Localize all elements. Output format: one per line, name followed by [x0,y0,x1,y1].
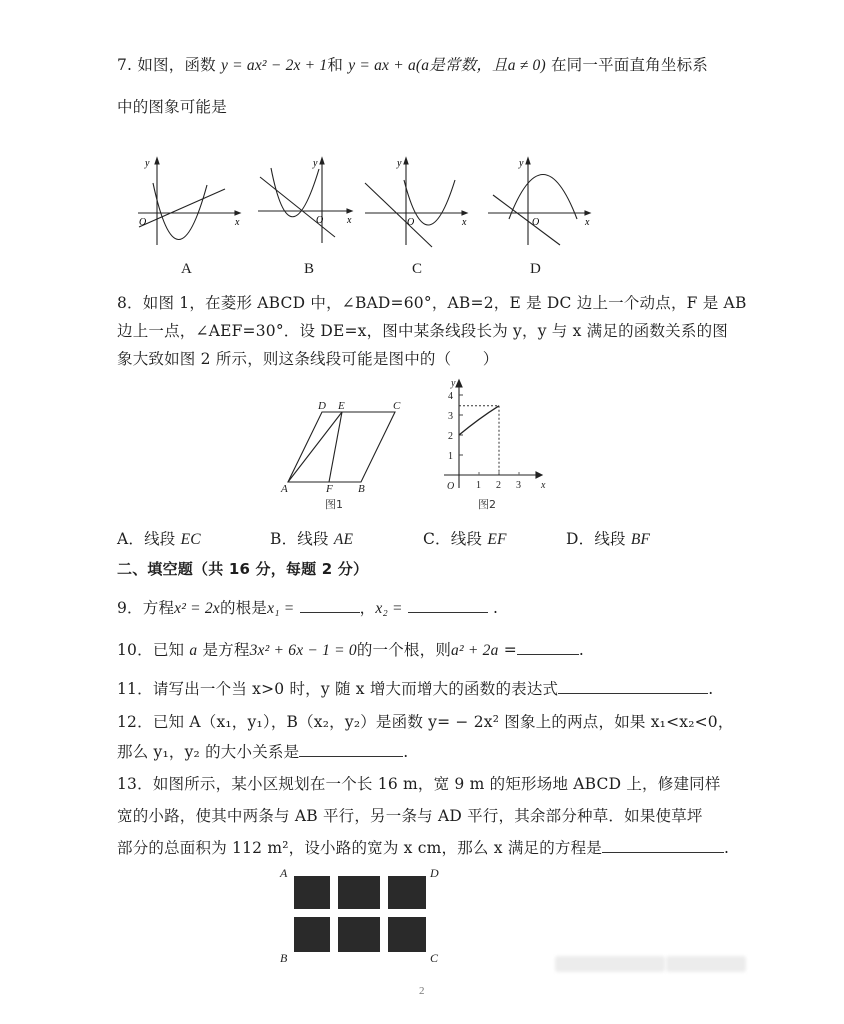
q9-end: . [493,599,499,617]
function-curve [459,406,499,435]
x-label: x [347,215,352,226]
choice-letter: D． [566,530,595,548]
q8-choice-c [423,527,507,549]
corner-b-label: B [280,951,288,965]
q7-graph-d [485,155,595,254]
origin-label: O [407,217,415,228]
x-tick-label: 3 [516,480,521,491]
origin-label: O [139,217,147,228]
q13-line2: 宽的小路，使其中两条与 AB 平行，另一条与 AD 平行，其余部分种草．如果使草坪 [117,807,703,825]
x-tick-label: 2 [496,480,501,491]
y-tick-label: 2 [448,431,453,442]
corner-c-label: C [430,951,439,965]
watermark-blur-2 [666,956,746,972]
q8-line1: 8．如图 1，在菱形 ABCD 中，∠BAD=60°，AB=2，E 是 DC 边上一个动点，F 是 AB [117,294,747,312]
x-arrow [347,209,352,213]
parabola [271,168,319,217]
line [260,177,335,237]
q8-line2: 边上一点，∠AEF=30°．设 DE=x，图中某条线段长为 y，y 与 x 满足的函数关系的图 [117,322,728,340]
choice-letter: C． [423,530,451,548]
q7-option-c-label: C [412,261,423,277]
q7-text-post: 在同一平面直角坐标系 [550,56,708,74]
watermark-blur [555,956,665,972]
q9-x1-label: x₁ = [267,600,295,617]
q7-function-2: y = ax + a [348,57,416,74]
q11-end: . [708,680,714,698]
y-label: y [145,158,150,169]
q10-var-a: a [189,642,198,659]
q9-equation: x² = 2x [174,600,220,617]
q9-x2-label: x₂ = [375,600,403,617]
x-arrow [536,472,542,478]
point-f-label: F [326,483,333,493]
q7-line1 [117,53,708,75]
q8-choice-d [566,527,650,549]
q11-text: 11．请写出一个当 x>0 时，y 随 x 增大而增大的函数的表达式 [117,680,559,698]
q10-end: . [578,641,585,659]
y-axis-label: y [451,378,456,389]
q7-graph-c [362,155,472,254]
rhombus-abcd [288,412,395,482]
x-label: x [235,217,240,228]
q9 [117,596,498,618]
line [493,195,560,245]
origin-label: O [447,481,455,492]
x-label: x [462,217,467,228]
y-tick-label: 4 [448,391,453,402]
q9-sep: ， [359,599,376,617]
choice-letter: B． [270,530,298,548]
origin-label: O [316,215,324,226]
q8-figure-2 [440,378,550,497]
q7-option-d-label: D [530,261,541,277]
corner-d-label: D [430,866,439,880]
q11-blank[interactable] [558,678,708,695]
choice-text: 线段 [450,530,483,548]
q8-figure-1 [278,393,418,497]
q13-end: . [724,839,730,857]
q11 [117,677,713,699]
y-arrow [404,158,408,164]
choice-segment: AE [333,531,354,548]
q8-graph [440,378,550,493]
q10-equation: 3x² + 6x − 1 = 0 [249,642,357,659]
origin-label: O [532,217,540,228]
q7-function-1: y = ax² − 2x + 1 [221,57,328,74]
x-arrow [235,211,240,215]
x-arrow [585,211,590,215]
q10-text: 是方程 [202,641,250,659]
section-2-heading: 二、填空题（共 16 分，每题 2 分） [117,560,369,578]
q9-text: 的根是 [219,599,268,617]
q7-condition: (a是常数，且a ≠ 0) [415,57,546,74]
q7-text: 如图，函数 [137,56,216,74]
line [365,183,432,247]
choice-segment: EF [487,531,507,548]
choice-letter: A． [117,530,145,548]
q10 [117,638,584,660]
choice-text: 线段 [144,530,176,548]
choice-segment: EC [180,531,201,548]
q8-line3: 象大致如图 2 所示，则这条线段可能是图中的（ ） [117,350,499,368]
q7-line2: 中的图象可能是 [117,98,227,116]
y-label: y [519,158,524,169]
corner-a-label: A [280,866,288,880]
x-label: x [585,217,590,228]
x-tick-label: 1 [476,480,481,491]
q7-option-b-label: B [304,261,315,277]
y-arrow [456,380,462,387]
vertical-path-2 [380,876,388,952]
q10-text-post: 的一个根，则 [356,641,452,659]
q8-figure-2-caption: 图2 [478,498,496,511]
q10-expression: a² + 2a [451,642,499,659]
q10-number-text: 10．已知 [117,641,185,659]
q10-eq-sign: = [503,641,517,659]
q12-line2 [117,740,408,762]
q7-option-a-label: A [181,261,192,277]
q7-graph-a [135,155,245,254]
q7-graph-b [255,155,360,254]
choice-text: 线段 [594,530,626,548]
q8-choice-b [270,527,353,549]
y-label: y [397,158,402,169]
choice-text: 线段 [297,530,329,548]
q10-blank[interactable] [517,639,579,656]
point-a-label: A [281,483,288,493]
q12-line1: 12．已知 A（x₁，y₁），B（x₂，y₂）是函数 y= − 2x² 图象上的两点，如果 x₁<x₂<0， [117,713,734,731]
q12-blank[interactable] [299,741,403,758]
y-label: y [313,158,318,169]
q7-and: 和 [327,56,344,74]
q12-end: . [403,743,409,761]
x-axis-label: x [541,480,546,491]
y-arrow [155,158,159,164]
q13-figure [278,866,448,970]
q12-text: 那么 y₁，y₂ 的大小关系是 [117,743,300,761]
q8-figure-1-caption: 图1 [325,498,343,511]
q9-x1-blank[interactable] [300,597,360,614]
q8-choice-a [117,527,201,549]
y-arrow [526,158,530,164]
parabola [509,175,577,220]
horizontal-path [294,909,426,917]
line [139,189,225,227]
choice-segment: BF [630,531,651,548]
point-d-label: D [318,400,326,412]
y-tick-label: 1 [448,451,453,462]
parabola [153,183,207,240]
vertical-path-1 [330,876,338,952]
q9-x2-blank[interactable] [408,597,488,614]
y-tick-label: 3 [448,411,453,422]
q7-number: 7. [117,56,133,74]
point-c-label: C [393,400,401,412]
y-arrow [320,158,324,164]
q13-text: 部分的总面积为 112 m²，设小路的宽为 x cm，那么 x 满足的方程是 [117,839,603,857]
segment-ae [288,412,342,482]
q9-number-text: 9．方程 [117,599,175,617]
q13-line1: 13．如图所示，某小区规划在一个长 16 m，宽 9 m 的矩形场地 ABCD 上，修建同样 [117,775,721,793]
x-arrow [462,211,467,215]
q13-blank[interactable] [602,837,724,854]
segment-ef [329,412,342,482]
point-e-label: E [338,400,345,412]
page-number: 2 [419,985,425,997]
point-b-label: B [358,483,365,493]
q13-line3 [117,836,729,858]
